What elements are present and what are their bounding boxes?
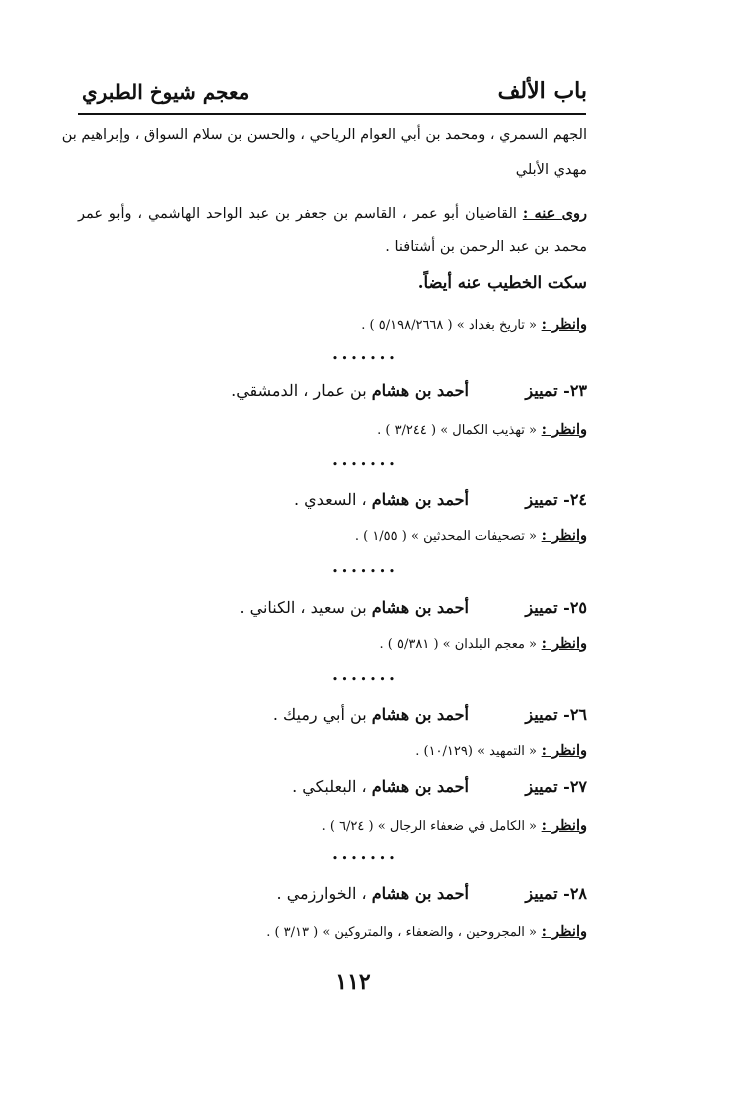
entry-name-rest: ، السعدي . (294, 490, 372, 509)
entry-24 (294, 489, 587, 511)
entry-label: ٢٦- تمييز (525, 705, 587, 724)
reference-text: « المجروحين ، والضعفاء ، والمتروكين » ( ٣/١٣ ) . (266, 925, 538, 940)
entry-name-rest: بن عمار ، الدمشقي. (231, 381, 372, 400)
see-label: وانظر : (541, 635, 587, 652)
separator: ••••••• (331, 458, 399, 471)
entry-name: أحمد بن هشام (371, 777, 469, 796)
see-label: وانظر : (541, 316, 587, 333)
reference-line (361, 314, 587, 337)
separator: ••••••• (331, 565, 399, 578)
entry-26-reference (415, 740, 587, 763)
entry-label: ٢٧- تمييز (525, 777, 587, 796)
entry-28 (277, 883, 587, 905)
header-rule (78, 113, 586, 115)
see-label: وانظر : (541, 923, 587, 940)
entry-name: أحمد بن هشام (371, 490, 469, 509)
entry-name-rest: بن أبي رميك . (272, 705, 372, 724)
entry-25 (239, 597, 587, 619)
narrators-label: روى عنه : (522, 205, 588, 222)
entry-name: أحمد بن هشام (371, 884, 469, 903)
continuation-line-1: الجهم السمري ، ومحمد بن أبي العوام الرياحي ، والحسن بن سلام السواق ، وإبراهيم بن (61, 127, 587, 143)
narrators-line-2: محمد بن عبد الرحمن بن أشتافنا . (385, 239, 587, 255)
separator: ••••••• (331, 852, 399, 865)
entry-name: أحمد بن هشام (371, 381, 469, 400)
entry-24-reference (355, 525, 587, 548)
chapter-title: باب الألف (497, 78, 587, 104)
entry-name-rest: بن سعيد ، الكناني . (239, 598, 372, 617)
see-label: وانظر : (541, 421, 587, 438)
narrators-line-1 (78, 203, 587, 225)
reference-text: « تاريخ بغداد » ( ٥/١٩٨/٢٦٦٨ ) . (361, 318, 538, 333)
continuation-line-2: مهدي الأبلي (515, 162, 587, 178)
reference-text: « التمهيد » (١٠/١٢٩) . (415, 744, 538, 759)
reference-text: « تصحيفات المحدثين » ( ١/٥٥ ) . (354, 529, 538, 544)
book-title: معجم شيوخ الطبري (82, 80, 250, 104)
narrators-text: القاضيان أبو عمر ، القاسم بن جعفر بن عبد الواحد الهاشمي ، وأبو عمر (78, 206, 517, 222)
separator: ••••••• (331, 352, 399, 365)
see-label: وانظر : (541, 817, 587, 834)
entry-name-rest: ، البعلبكي . (292, 777, 372, 796)
entry-23 (231, 380, 587, 402)
entry-27 (292, 776, 587, 798)
entry-label: ٢٥- تمييز (525, 598, 587, 617)
page-number: ١١٢ (335, 969, 371, 995)
entry-26 (273, 704, 587, 726)
reference-text: « تهذيب الكمال » ( ٣/٢٤٤ ) . (377, 423, 538, 438)
entry-name: أحمد بن هشام (371, 598, 469, 617)
entry-27-reference (322, 815, 587, 838)
see-label: وانظر : (541, 527, 587, 544)
see-label: وانظر : (541, 742, 587, 759)
entry-name-rest: ، الخوارزمي . (276, 884, 372, 903)
entry-23-reference (377, 419, 587, 442)
entry-label: ٢٤- تمييز (525, 490, 587, 509)
reference-text: « معجم البلدان » ( ٥/٣٨١ ) . (379, 637, 538, 652)
khatib-note: سكت الخطيب عنه أيضاً. (417, 273, 587, 292)
entry-label: ٢٣- تمييز (525, 381, 587, 400)
entry-name: أحمد بن هشام (371, 705, 469, 724)
entry-28-reference (266, 921, 587, 944)
reference-text: « الكامل في ضعفاء الرجال » ( ٦/٢٤ ) . (321, 819, 538, 834)
separator: ••••••• (331, 673, 399, 686)
entry-label: ٢٨- تمييز (525, 884, 587, 903)
entry-25-reference (380, 633, 587, 656)
